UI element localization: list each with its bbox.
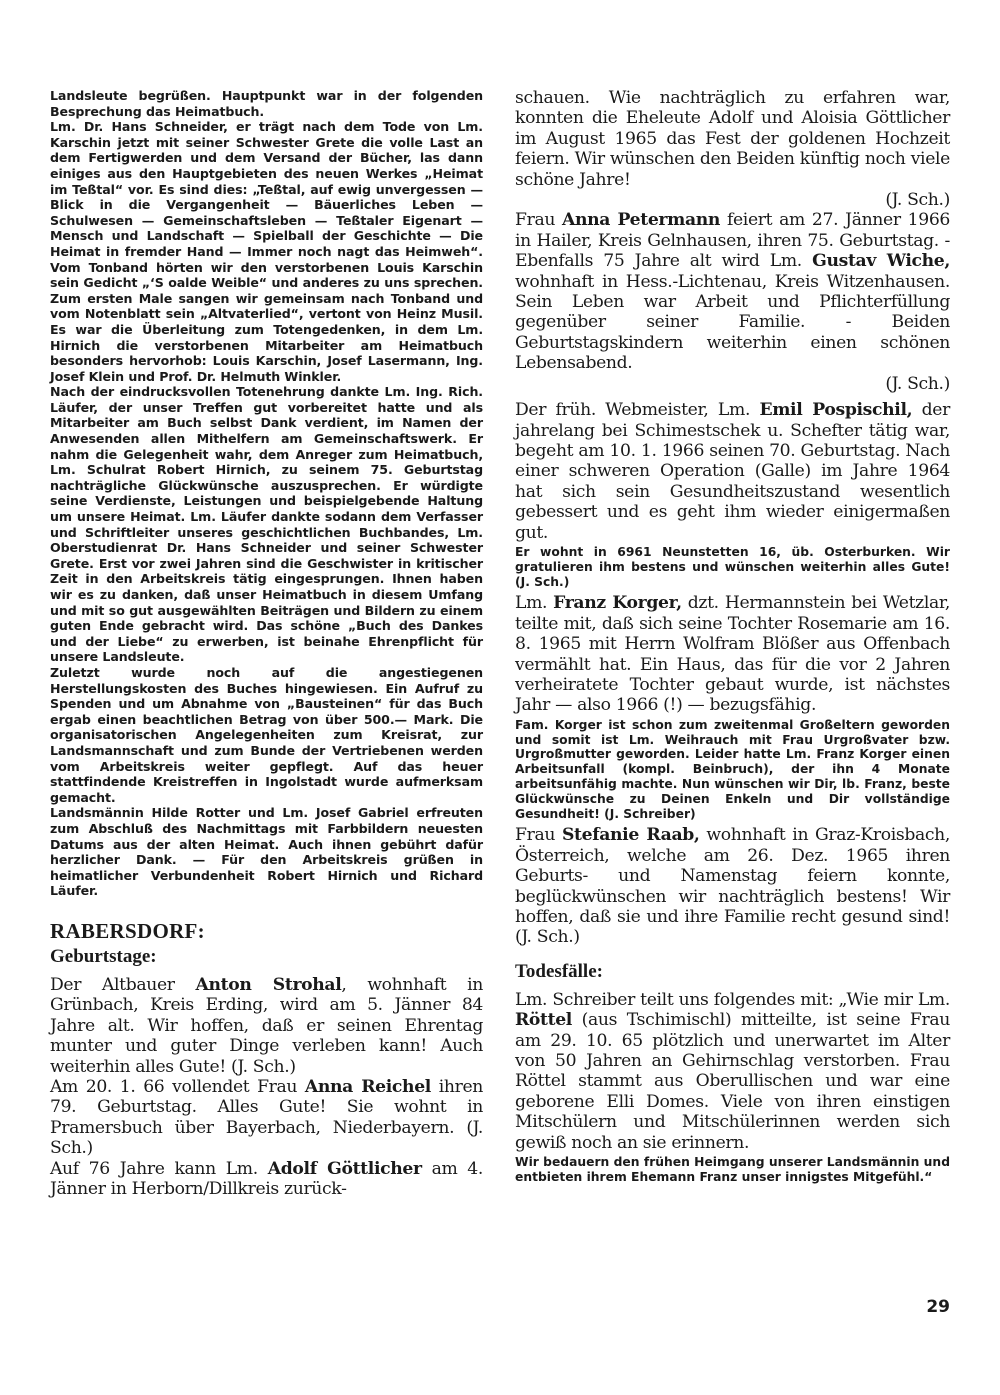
- birthday-entry-reichel: [50, 1077, 483, 1159]
- person-name: Franz Korger,: [553, 593, 682, 614]
- section-heading-rabersdorf: RABERSDORF:: [50, 918, 205, 943]
- signature: (J. Sch.): [885, 373, 950, 394]
- meeting-report: [50, 88, 483, 899]
- birthday-entry-pospischil: [515, 400, 950, 543]
- entry-text: Der früh. Webmeister, Lm.: [515, 400, 760, 421]
- raab-block: [515, 825, 950, 947]
- person-name: Stefanie Raab,: [561, 825, 700, 846]
- report-paragraph: Zuletzt wurde noch auf die angestiegenen Herstellungskosten des Buches hingewiesen. Ein Aufruf zu Spenden und um Abnahme von „Bausteinen“ für das Buch ergab einen beachtlichen Betrag von über 500.— Mark. Die organisatorischen Angelegenheiten zum Kreisrat, zur Landsmannschaft und zum Bunde der Vertriebenen werden vom Arbeitskreis weiter gepflegt. Auf das heuer stattfindende Kreistreffen in Ingolstadt wurde aufmerksam gemacht.: [50, 664, 483, 805]
- entry-text: wohnhaft in Hess.-Lichtenau, Kreis Witzenhausen. Sein Leben war Arbeit und Pflichterfüllung gegenüber seiner Familie. - Beiden Geburtstagskindern weiterhin einen schönen Lebensabend.: [515, 271, 950, 374]
- death-entry-roettel: [515, 990, 950, 1153]
- roettel-block: [515, 990, 950, 1153]
- entry-text: am 4. Jänner in Herborn/Dillkreis zurück-: [50, 1158, 483, 1199]
- birthday-list: [50, 975, 483, 1199]
- person-name: Adolf Göttlicher: [267, 1158, 422, 1179]
- birthday-entry-petermann: [515, 210, 950, 373]
- entry-text: Lm. Schreiber teilt uns folgendes mit: „Wie mir Lm.: [515, 989, 950, 1010]
- entry-korger: [515, 593, 950, 715]
- entry-text: Der Altbauer: [50, 974, 196, 995]
- entry-text: , wohnhaft in Grünbach, Kreis Erding, wird am 5. Jänner 84 Jahre alt. Wir hoffen, daß er seinen Ehrentag munter und guter Dinge verleben kann! Auch weiterhin alles Gute! (J. Sch.): [50, 974, 483, 1077]
- entry-text: wohnhaft in Graz-Kroisbach, Österreich, welche am 26. Dez. 1965 ihren Geburts- und Namenstag feiern konnte, beglückwünschen wir nachträglich bestens! Wir hoffen, daß sie und ihre Familie recht gesund sind! (J. Sch.): [515, 825, 950, 948]
- goettlicher-continued: schauen. Wie nachträglich zu erfahren war, konnten die Eheleute Adolf und Aloisia Göttlicher im August 1965 das Fest der goldenen Hochzeit feiern. Wir wünschen den Beiden künftig noch viele schöne Jahre!: [515, 88, 950, 190]
- entry-text: dzt. Hermannstein bei Wetzlar, teilte mit, daß sich seine Tochter Rosemarie am 16. 8. 1965 mit Herrn Wolfram Blößer aus Offenbach vermählt hat. Ein Haus, das für die vor 2 Jahren verheiratete Tochter gebaut wurde, ist nächstes Jahr — also 1966 (!) — bezugsfähig.: [515, 593, 950, 716]
- entry-text: (aus Tschimischl) mitteilte, ist seine Frau am 29. 10. 65 plötzlich und unerwartet im Alter von 50 Jahren an Gehirnschlag verstorben. Frau Röttel stammt aus Oberullischen und war eine geborene Elli Domes. Viele von ihren einstigen Mitschülern und Mitschülerinnen werden sich gewiß noch an sie erinnern.: [515, 1010, 950, 1153]
- entry-text: der jahrelang bei Schimestschek u. Schefter tätig war, begeht am 10. 1. 1966 seinen 70. Geburtstag. Nach einer schweren Operation (Galle) im Jahre 1964 hat sich sein Gesundheitszustand wesentlich gebessert und es geht ihm wieder einigermaßen gut.: [515, 400, 950, 543]
- person-name: Anton Strohal: [195, 974, 342, 995]
- signature: (J. Sch.): [885, 190, 950, 211]
- entry-text: Auf 76 Jahre kann Lm.: [50, 1158, 268, 1179]
- entry-text: Frau: [515, 825, 562, 846]
- report-paragraph: Landsmännin Hilde Rotter und Lm. Josef Gabriel erfreuten zum Abschluß des Nachmittags mit Farbbildern neuesten Datums aus der alten Heimat. Auch ihnen gebührt dafür herzlicher Dank. — Für den Arbeitskreis grüßen in heimatlicher Verbundenheit Robert Hirnich und Richard Läufer.: [50, 805, 483, 899]
- pospischil-note: Er wohnt in 6961 Neunstetten 16, üb. Osterburken. Wir gratulieren ihm bestens und wünschen weiterhin alles Gute! (J. Sch.): [515, 544, 950, 589]
- entry-text: ihren 79. Geburtstag. Alles Gute! Sie wohnt in Pramersbuch über Bayerbach, Niederbayern. (J. Sch.): [50, 1076, 483, 1159]
- entry-text: Am 20. 1. 66 vollendet Frau: [50, 1076, 305, 1097]
- korger-block: [515, 593, 950, 715]
- subsection-heading-birthdays: Geburtstage:: [50, 945, 157, 967]
- person-name: Gustav Wiche,: [812, 251, 951, 272]
- person-name: Röttel: [515, 1010, 572, 1031]
- report-paragraph: Landsleute begrüßen. Hauptpunkt war in der folgenden Besprechung das Heimatbuch.: [50, 88, 483, 119]
- left-column: [50, 88, 483, 1199]
- birthday-entry-goettlicher: [50, 1159, 483, 1200]
- korger-note: Fam. Korger ist schon zum zweitenmal Großeltern geworden und somit ist Lm. Weihrauch mit Frau Urgroßvater bzw. Urgroßmutter geworden. Leider hatte Lm. Franz Korger einen Arbeitsunfall (kompl. Beinbruch), der ihn 4 Monate arbeitsunfähig machte. Nun wünschen wir Dir, lb. Franz, beste Glückwünsche zu Deinen Enkeln und Dir vollständige Gesundheit! (J. Schreiber): [515, 717, 950, 821]
- birthday-entry-raab: [515, 825, 950, 947]
- subsection-heading-deaths: Todesfälle:: [515, 960, 603, 982]
- right-column-body: [515, 88, 950, 543]
- entry-text: Lm.: [515, 593, 554, 614]
- right-column: [515, 88, 950, 1189]
- birthday-entry-strohal: [50, 975, 483, 1077]
- report-paragraph: Nach der eindrucksvollen Totenehrung dankte Lm. Ing. Rich. Läufer, der unser Treffen gut vorbereitet hatte und als Mitarbeiter am Buch selbst Dank verdient, im Namen der Anwesenden allen Mithelfern am Gemeinschaftswerk. Er nahm die Gelegenheit wahr, dem Anreger zum Heimatbuch, Lm. Schulrat Robert Hirnich, zu seinem 75. Geburtstag nachträgliche Glückwünsche auszusprechen. Er würdigte seine Verdienste, Leistungen und beispielgebende Haltung um unsere Heimat. Lm. Läufer dankte sodann dem Verfasser und Schriftleiter unseres geschichtlichen Buchbandes, Lm. Oberstudienrat Dr. Hans Schneider und seiner Schwester Grete. Erst vor zwei Jahren sind die Geschwister in kritischer Zeit in den Arbeitskreis tätig eingesprungen. Ihnen haben wir es zu danken, daß unser Heimatbuch in diesem Umfang und mit so gut ausgewählten Beiträgen und Bildern zu einem guten Ende gebracht wird. Das schöne „Buch des Dankes und der Liebe“ zu erwerben, ist beinahe Ehrenpflicht für unsere Landsleute.: [50, 384, 483, 665]
- person-name: Emil Pospischil,: [759, 400, 913, 421]
- entry-text: feiert am 27. Jänner 1966 in Hailer, Kreis Gelnhausen, ihren 75. Geburtstag. - Ebenfalls 75 Jahre alt wird Lm.: [515, 210, 950, 272]
- page-number: 29: [926, 1297, 950, 1317]
- entry-text: Frau: [515, 210, 562, 231]
- person-name: Anna Reichel: [304, 1076, 431, 1097]
- report-paragraph: Lm. Dr. Hans Schneider, er trägt nach dem Tode von Lm. Karschin jetzt mit seiner Schwester Grete die volle Last an dem Fertigwerden und dem Versand der Bücher, las dann einiges aus den Hauptgebieten des neuen Werkes „Heimat im Teßtal“ vor. Es sind dies: „Teßtal, auf ewig unvergessen — Blick in die Vergangenheit — Bäuerliches Leben — Schulwesen — Gemeinschaftsleben — Teßtaler Eigenart — Mensch und Landschaft — Spielball der Geschichte — Die Heimat in fremder Hand — Immer noch nagt das Heimweh“. Vom Tonband hörten wir den verstorbenen Louis Karschin sein Gedicht „‘S oalde Weible“ und anderes zu uns sprechen. Zum ersten Male sangen wir gemeinsam nach Tonband und vom Notenblatt sein „Altvaterlied“, vertont von Heinz Musil. Es war die Überleitung zum Totengedenken, in dem Lm. Hirnich die verstorbenen Mitarbeiter am Heimatbuch besonders hervorhob: Louis Karschin, Josef Lasermann, Ing. Josef Klein und Prof. Dr. Helmuth Winkler.: [50, 119, 483, 384]
- person-name: Anna Petermann: [562, 210, 721, 231]
- roettel-note: Wir bedauern den frühen Heimgang unserer Landsmännin und entbieten ihrem Ehemann Franz unser innigstes Mitgefühl.“: [515, 1155, 950, 1184]
